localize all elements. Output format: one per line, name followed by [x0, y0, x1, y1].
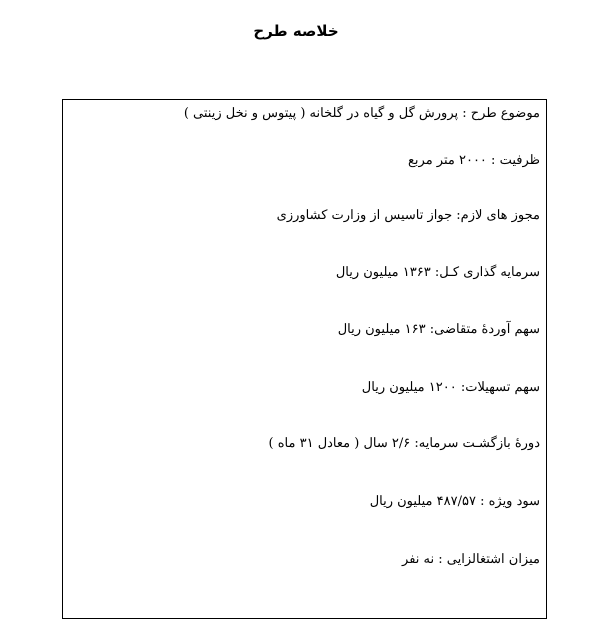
row-permits: مجوز های لازم: جواز تاسیس از وزارت کشاورزی: [276, 208, 540, 223]
row-capacity: ظرفیت : ۲۰۰۰ متر مربع: [407, 153, 540, 168]
row-net-profit: سود ویژه : ۴۸۷/۵۷ میلیون ریال: [369, 494, 540, 509]
row-subject: موضوع طرح : پرورش گل و گیاه در گلخانه ( پیتوس و نخل زینتی ): [183, 106, 540, 121]
document-title: خلاصه طرح: [253, 22, 339, 40]
summary-box: [62, 99, 547, 619]
row-payback-period: دورهٔ بازگشـت سرمایه: ۲/۶ سال ( معادل ۳۱ ماه ): [268, 436, 540, 451]
row-facilities-share: سهم تسهیلات: ۱۲۰۰ میلیون ریال: [361, 380, 540, 395]
row-total-investment: سرمایه گذاری کـل: ۱۳۶۳ میلیون ریال: [335, 265, 540, 280]
row-employment: میزان اشتغالزایی : نه نفر: [402, 552, 540, 567]
row-applicant-share: سهم آوردهٔ متقاضی: ۱۶۳ میلیون ریال: [337, 322, 540, 337]
